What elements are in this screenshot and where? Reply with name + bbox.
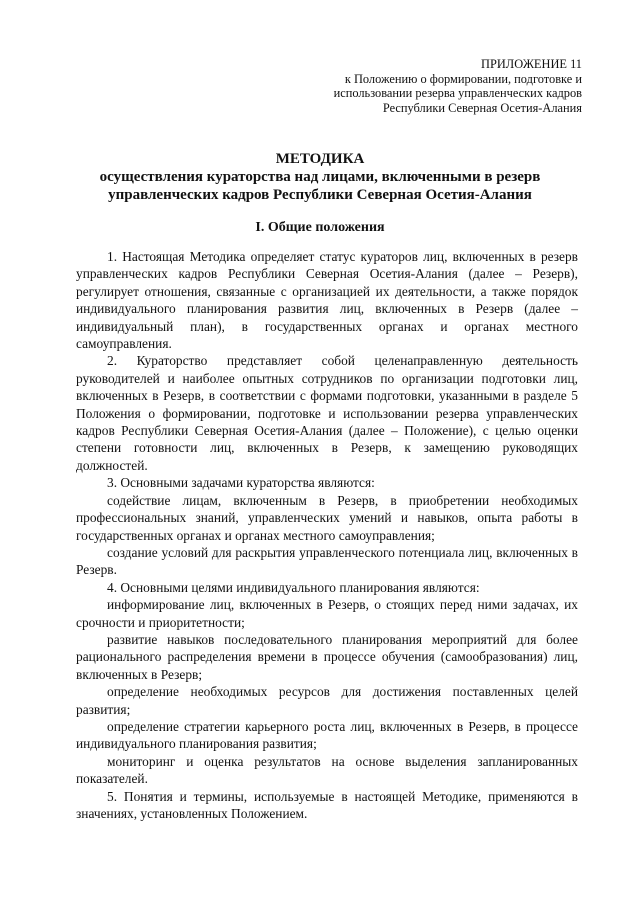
paragraph: создание условий для раскрытия управленческого потенциала лиц, включенных в Резерв. — [76, 544, 578, 578]
paragraph: 2. Кураторство представляет собой целенаправленную деятельность руководителей и наиболее опытных сотрудников по организации подготовки лиц, включенных в Резерв, в соответствии с формами подготовки, указанными в разделе 5 Положения о формировании, подготовке и использовании резерва управленческих кадров Республики Северная Осетия-Алания (далее – Положение), с целью оценки степени готовности лиц, включенных в Резерв, к замещению руководящих должностей. — [76, 353, 578, 473]
paragraph: информирование лиц, включенных в Резерв, о стоящих перед ними задачах, их срочности и приоритетности; — [76, 597, 578, 630]
annex-reference-line: Республики Северная Осетия-Алания — [382, 100, 582, 115]
paragraph: 3. Основными задачами кураторства являются: — [107, 475, 375, 491]
paragraph: развитие навыков последовательного планирования мероприятий для более рационального распределения времени в процессе обучения (самообразования) лиц, включенных в Резерв; — [76, 631, 578, 682]
paragraph: 5. Понятия и термины, используемые в настоящей Методике, применяются в значениях, установленных Положением. — [76, 788, 578, 821]
paragraph: определение необходимых ресурсов для достижения поставленных целей развития; — [76, 684, 578, 717]
paragraph: мониторинг и оценка результатов на основе выделения запланированных показателей. — [76, 753, 578, 787]
annex-reference-line: к Положению о формировании, подготовке и — [344, 71, 582, 86]
paragraph: 1. Настоящая Методика определяет статус кураторов лиц, включенных в резерв управленческих кадров Республики Северная Осетия-Алания (далее – Резерв), регулирует отношения, связанные с организацией их деятельности, а также порядок индивидуального планирования развития лиц, включенных в Резерв (далее – индивидуальный план), в государственных органах и органах местного самоуправления. — [76, 249, 578, 352]
title-main: МЕТОДИКА — [275, 151, 365, 167]
section-heading: I. Общие положения — [255, 220, 385, 235]
paragraph: 4. Основными целями индивидуального планирования являются: — [107, 579, 480, 595]
body-text — [76, 248, 578, 822]
annex-reference-line: использовании резерва управленческих кадров — [333, 86, 582, 101]
paragraph: определение стратегии карьерного роста лиц, включенных в Резерв, в процессе индивидуального планирования развития; — [76, 718, 578, 752]
title-subline: управленческих кадров Республики Северная Осетия-Алания — [108, 187, 532, 203]
title-subline: осуществления кураторства над лицами, включенными в резерв — [99, 169, 541, 185]
annex-number: ПРИЛОЖЕНИЕ 11 — [481, 57, 582, 71]
document-title — [60, 150, 580, 204]
annex-block — [252, 57, 582, 115]
paragraph: содействие лицам, включенным в Резерв, в приобретении необходимых профессиональных знаний, управленческих умений и навыков, опыта работы в государственных органах и органах местного самоуправления; — [76, 492, 578, 543]
